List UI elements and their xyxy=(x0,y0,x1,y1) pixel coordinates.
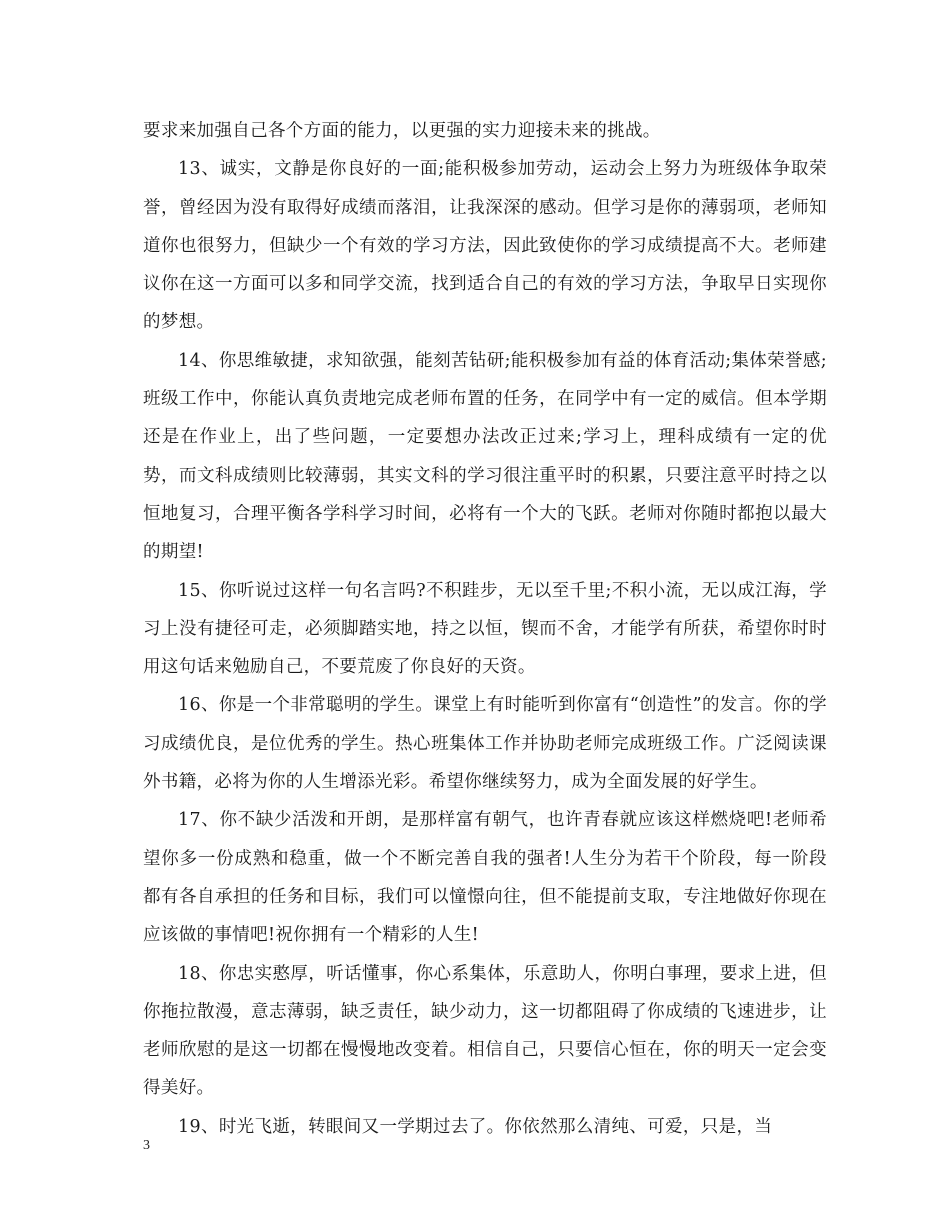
document-body xyxy=(143,112,827,1146)
paragraph-comment-16: 16、你是一个非常聪明的学生。课堂上有时能听到你富有“创造性”的发言。你的学习成绩优良，是位优秀的学生。热心班集体工作并协助老师完成班级工作。广泛阅读课外书籍，必将为你的人生增添光彩。希望你继续努力，成为全面发展的好学生。 xyxy=(143,695,827,793)
paragraph-comment-15: 15、你听说过这样一句名言吗?不积跬步，无以至千里;不积小流，无以成江海，学习上没有捷径可走，必须脚踏实地，持之以恒，锲而不舍，才能学有所获，希望你时时用这句话来勉励自己，不要荒废了你良好的天资。 xyxy=(143,580,827,678)
page-number: 3 xyxy=(143,1138,150,1153)
paragraph-comment-13: 13、诚实，文静是你良好的一面;能积极参加劳动，运动会上努力为班级体争取荣誉，曾经因为没有取得好成绩而落泪，让我深深的感动。但学习是你的薄弱项，老师知道你也很努力，但缺少一个有效的学习方法，因此致使你的学习成绩提高不大。老师建议你在这一方面可以多和同学交流，找到适合自己的有效的学习方法，争取早日实现你的梦想。 xyxy=(143,159,827,333)
paragraph-comment-18: 18、你忠实憨厚，听话懂事，你心系集体，乐意助人，你明白事理，要求上进，但你拖拉散漫，意志薄弱，缺乏责任，缺少动力，这一切都阻碍了你成绩的飞速进步，让老师欣慰的是这一切都在慢慢地改变着。相信自己，只要信心恒在，你的明天一定会变得美好。 xyxy=(143,963,827,1099)
paragraph-continuation: 要求来加强自己各个方面的能力，以更强的实力迎接未来的挑战。 xyxy=(143,121,661,141)
paragraph-comment-14: 14、你思维敏捷，求知欲强，能刻苦钻研;能积极参加有益的体育活动;集体荣誉感;班级工作中，你能认真负责地完成老师布置的任务，在同学中有一定的威信。但本学期还是在作业上，出了些问题，一定要想办法改正过来;学习上，理科成绩有一定的优势，而文科成绩则比较薄弱，其实文科的学习很注重平时的积累，只要注意平时持之以恒地复习，合理平衡各学科学习时间，必将有一个大的飞跃。老师对你随时都抱以最大的期望! xyxy=(143,350,827,563)
paragraph-comment-17: 17、你不缺少活泼和开朗，是那样富有朝气，也许青春就应该这样燃烧吧!老师希望你多一份成熟和稳重，做一个不断完善自我的强者!人生分为若干个阶段，每一阶段都有各自承担的任务和目标，我们可以憧憬向往，但不能提前支取，专注地做好你现在应该做的事情吧!祝你拥有一个精彩的人生! xyxy=(143,810,827,946)
paragraph-comment-19: 19、时光飞逝，转眼间又一学期过去了。你依然那么清纯、可爱，只是，当 xyxy=(178,1116,773,1137)
